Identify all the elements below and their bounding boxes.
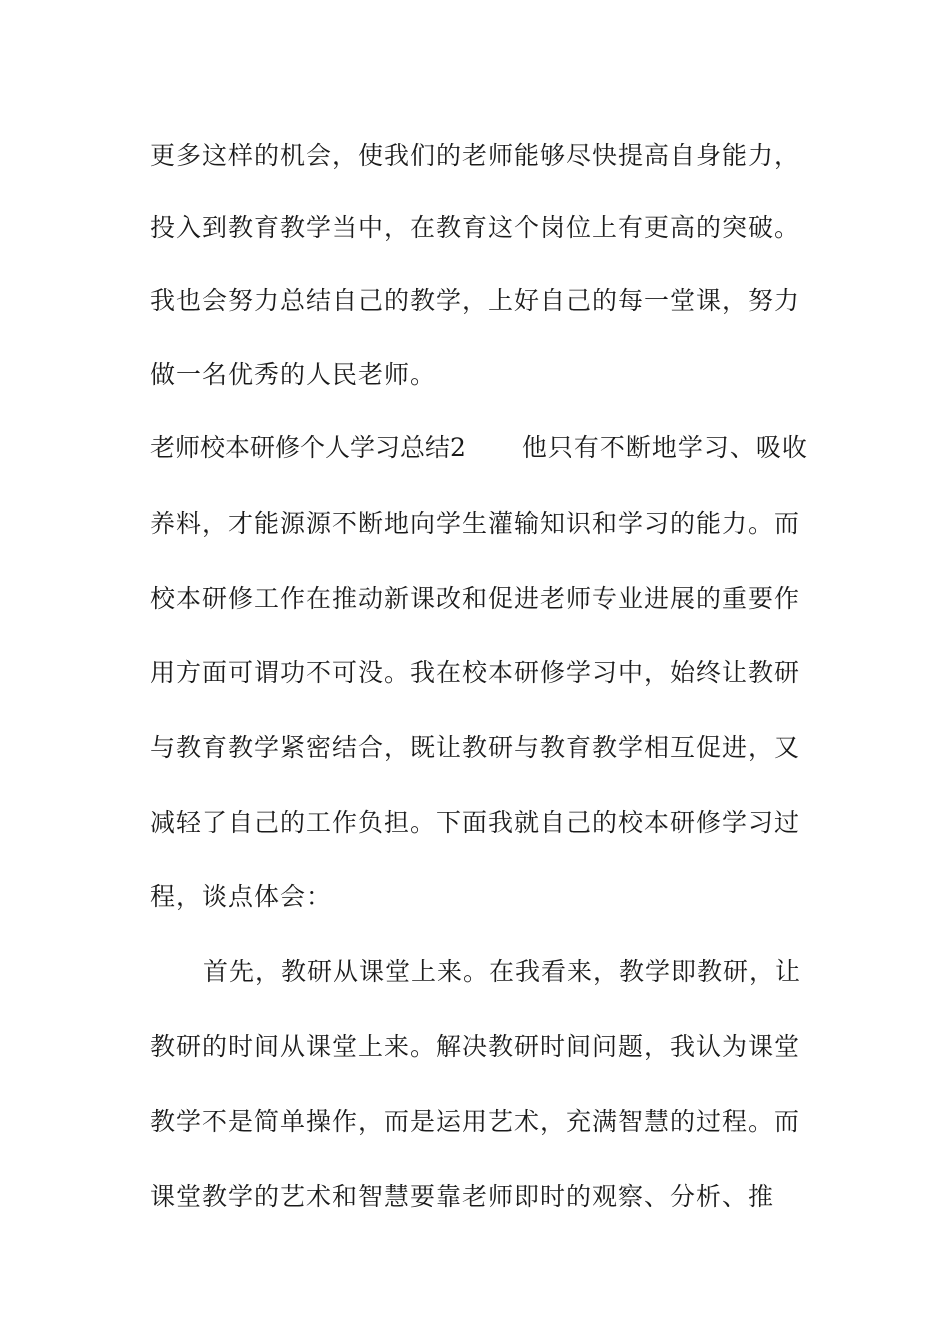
text-line: 与教育教学紧密结合，既让教研与教育教学相互促进，又 (150, 733, 801, 762)
text-line: 我也会努力总结自己的教学，上好自己的每一堂课，努力 (150, 286, 801, 315)
text-line: 做一名优秀的人民老师。 (150, 360, 437, 389)
section-heading-line (150, 430, 850, 466)
text-line: 教学不是简单操作，而是运用艺术，充满智慧的过程。而 (150, 1107, 801, 1136)
text-line: 减轻了自己的工作负担。下面我就自己的校本研修学习过 (150, 808, 801, 837)
text-line: 教研的时间从课堂上来。解决教研时间问题，我认为课堂 (150, 1032, 801, 1061)
text-line: 投入到教育教学当中，在教育这个岗位上有更高的突破。 (150, 213, 801, 242)
section-text-start: 他只有不断地学习、吸收 (521, 433, 808, 462)
text-line: 首先，教研从课堂上来。在我看来，教学即教研，让 (203, 957, 802, 986)
text-line: 养料，才能源源不断地向学生灌输知识和学习的能力。而 (150, 509, 801, 538)
text-line: 程，谈点体会： (150, 882, 333, 911)
text-line: 课堂教学的艺术和智慧要靠老师即时的观察、分析、推 (150, 1182, 775, 1211)
section-title: 老师校本研修个人学习总结2 (150, 433, 466, 462)
text-line: 用方面可谓功不可没。我在校本研修学习中，始终让教研 (150, 658, 801, 687)
text-line: 校本研修工作在推动新课改和促进老师专业进展的重要作 (150, 584, 801, 613)
text-line: 更多这样的机会，使我们的老师能够尽快提高自身能力， (150, 141, 801, 170)
